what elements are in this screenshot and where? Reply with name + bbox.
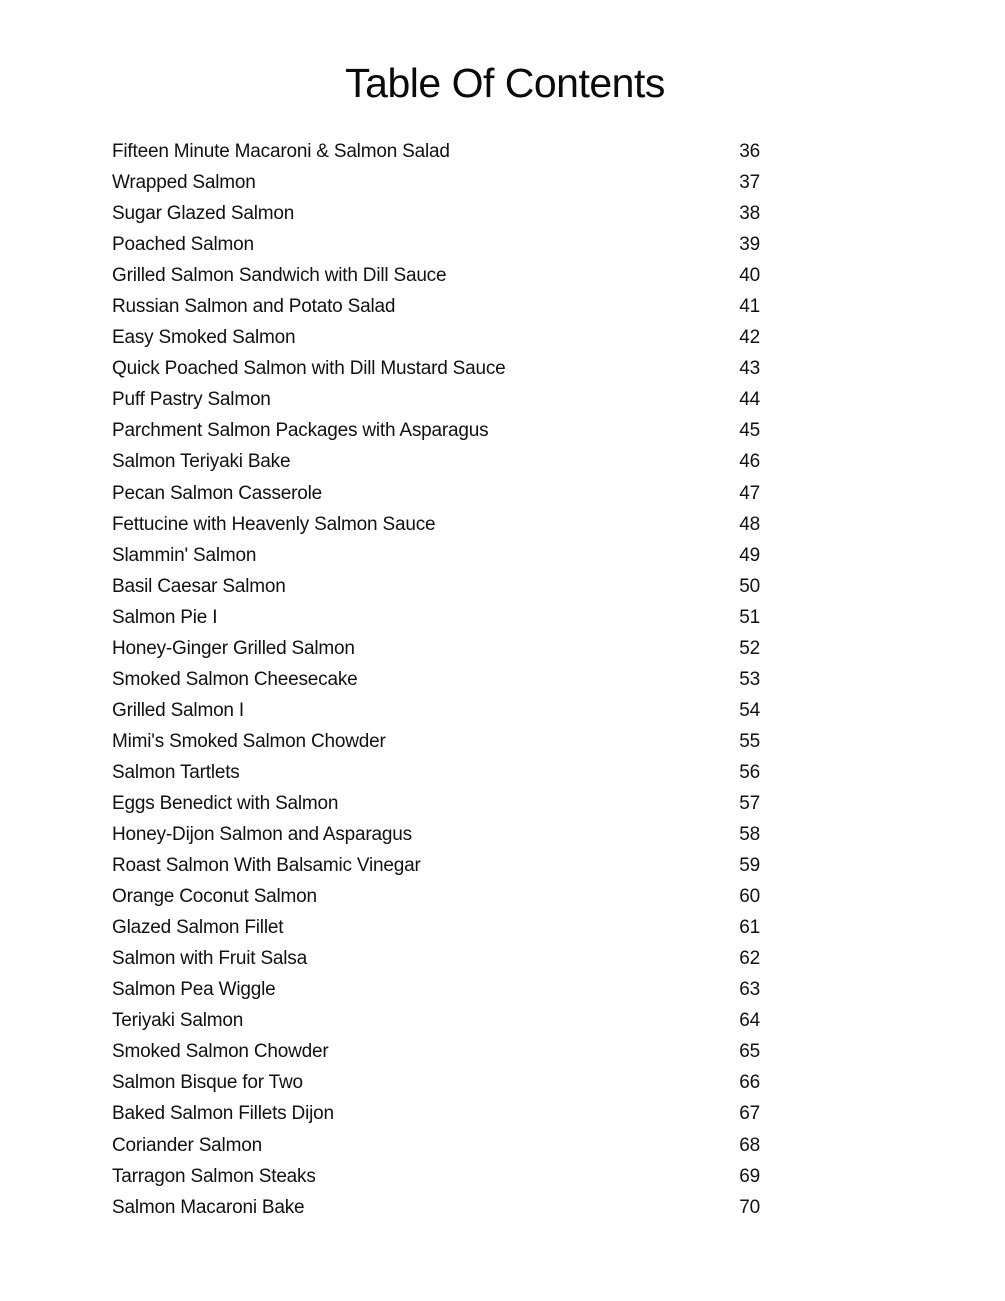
toc-entry-page: 55 bbox=[739, 730, 760, 752]
toc-entry-page: 50 bbox=[739, 575, 760, 597]
toc-entry-title: Eggs Benedict with Salmon bbox=[112, 793, 339, 814]
toc-entry[interactable] bbox=[112, 726, 760, 757]
toc-entry[interactable] bbox=[112, 1036, 760, 1067]
toc-entry-page: 67 bbox=[739, 1103, 760, 1125]
toc-entry-page: 37 bbox=[739, 172, 760, 194]
toc-entry-page: 47 bbox=[739, 482, 760, 504]
toc-entry[interactable] bbox=[112, 198, 760, 229]
toc-entry-page: 38 bbox=[739, 203, 760, 225]
toc-entry[interactable] bbox=[112, 446, 760, 477]
toc-entry-page: 39 bbox=[739, 234, 760, 256]
toc-entry-title: Easy Smoked Salmon bbox=[112, 327, 296, 349]
toc-entry-page: 64 bbox=[739, 1010, 760, 1032]
toc-entry-page: 43 bbox=[739, 358, 760, 380]
toc-entry[interactable] bbox=[112, 1130, 760, 1161]
toc-entry-title: Teriyaki Salmon bbox=[112, 1010, 244, 1032]
toc-entry[interactable] bbox=[112, 571, 760, 602]
toc-entry[interactable] bbox=[112, 633, 760, 664]
toc-entry-title: Orange Coconut Salmon bbox=[112, 886, 317, 908]
toc-entry-title: Salmon Pea Wiggle bbox=[112, 979, 276, 1001]
toc-entry-title: Fettucine with Heavenly Salmon Sauce bbox=[112, 513, 436, 535]
toc-entry-title: Coriander Salmon bbox=[112, 1134, 262, 1156]
toc-entry-title: Tarragon Salmon Steaks bbox=[112, 1165, 316, 1187]
toc-entry[interactable] bbox=[112, 664, 760, 695]
toc-entry-title: Quick Poached Salmon with Dill Mustard Sauce bbox=[112, 358, 506, 380]
toc-entry-page: 58 bbox=[739, 824, 760, 846]
toc-entry-title: Basil Caesar Salmon bbox=[112, 575, 286, 597]
toc-entry-page: 51 bbox=[739, 606, 760, 628]
toc-entry[interactable] bbox=[112, 1005, 760, 1036]
toc-entry-page: 66 bbox=[739, 1072, 760, 1094]
toc-entry-page: 62 bbox=[739, 948, 760, 970]
toc-entry-title: Honey-Ginger Grilled Salmon bbox=[112, 637, 355, 659]
toc-entry[interactable] bbox=[112, 757, 760, 788]
toc-entry-page: 42 bbox=[739, 327, 760, 349]
toc-entry[interactable] bbox=[112, 788, 760, 819]
toc-entry[interactable] bbox=[112, 229, 760, 260]
toc-entry[interactable] bbox=[112, 509, 760, 540]
toc-entry-page: 46 bbox=[739, 451, 760, 473]
toc-entry-title: Roast Salmon With Balsamic Vinegar bbox=[112, 855, 421, 877]
toc-entry-title: Salmon with Fruit Salsa bbox=[112, 948, 307, 970]
toc-entry[interactable] bbox=[112, 943, 760, 974]
toc-entry[interactable] bbox=[112, 167, 760, 198]
toc-entry-title: Glazed Salmon Fillet bbox=[112, 917, 284, 939]
toc-entry[interactable] bbox=[112, 1098, 760, 1129]
toc-entry-title: Salmon Macaroni Bake bbox=[112, 1196, 305, 1218]
toc-entry-page: 70 bbox=[739, 1196, 760, 1218]
toc-entry[interactable] bbox=[112, 384, 760, 415]
toc-entry-title: Salmon Tartlets bbox=[112, 761, 240, 783]
toc-entry-page: 56 bbox=[739, 761, 760, 783]
toc-entry[interactable] bbox=[112, 136, 760, 167]
toc-entry[interactable] bbox=[112, 415, 760, 446]
toc-entry-title: Puff Pastry Salmon bbox=[112, 389, 271, 411]
toc-entry-title: Mimi's Smoked Salmon Chowder bbox=[112, 730, 386, 752]
toc-entry-page: 44 bbox=[739, 389, 760, 411]
toc-entry-page: 54 bbox=[739, 699, 760, 721]
page-title: Table Of Contents bbox=[345, 60, 665, 106]
toc-entry-page: 45 bbox=[739, 420, 760, 442]
toc-entry[interactable] bbox=[112, 540, 760, 571]
toc-entry-page: 57 bbox=[739, 793, 760, 814]
toc-entry[interactable] bbox=[112, 850, 760, 881]
toc-entry-page: 61 bbox=[739, 917, 760, 939]
toc-entry-page: 48 bbox=[739, 513, 760, 535]
toc-entry-page: 41 bbox=[739, 296, 760, 318]
toc-entry[interactable] bbox=[112, 819, 760, 850]
toc-entry-title: Parchment Salmon Packages with Asparagus bbox=[112, 420, 489, 442]
toc-entry-page: 49 bbox=[739, 544, 760, 566]
toc-entry[interactable] bbox=[112, 478, 760, 509]
toc-entry-page: 69 bbox=[739, 1165, 760, 1187]
toc-entry-title: Honey-Dijon Salmon and Asparagus bbox=[112, 824, 412, 846]
toc-entry-page: 60 bbox=[739, 886, 760, 908]
toc-entry-title: Sugar Glazed Salmon bbox=[112, 203, 295, 225]
toc-entry[interactable] bbox=[112, 291, 760, 322]
toc-entry-title: Smoked Salmon Chowder bbox=[112, 1041, 329, 1063]
toc-entry-title: Pecan Salmon Casserole bbox=[112, 482, 322, 504]
toc-entry-page: 68 bbox=[739, 1134, 760, 1156]
toc-entry-title: Salmon Teriyaki Bake bbox=[112, 451, 291, 473]
toc-entry[interactable] bbox=[112, 1067, 760, 1098]
toc-entry[interactable] bbox=[112, 912, 760, 943]
toc-entry-page: 53 bbox=[739, 668, 760, 690]
toc-entry-page: 65 bbox=[739, 1041, 760, 1063]
toc-entry[interactable] bbox=[112, 1192, 760, 1223]
toc-entry-title: Salmon Bisque for Two bbox=[112, 1072, 303, 1094]
toc-entry-title: Baked Salmon Fillets Dijon bbox=[112, 1103, 334, 1125]
toc-entry-title: Smoked Salmon Cheesecake bbox=[112, 668, 358, 690]
toc-entry-title: Grilled Salmon I bbox=[112, 699, 244, 721]
toc-entry-title: Poached Salmon bbox=[112, 234, 254, 256]
toc-entry[interactable] bbox=[112, 1161, 760, 1192]
toc-entry[interactable] bbox=[112, 322, 760, 353]
toc-entry-title: Slammin' Salmon bbox=[112, 544, 257, 566]
toc-entry-title: Salmon Pie I bbox=[112, 606, 218, 628]
toc-entry-title: Wrapped Salmon bbox=[112, 172, 256, 194]
toc-entry-title: Fifteen Minute Macaroni & Salmon Salad bbox=[112, 141, 450, 163]
toc-entry-page: 59 bbox=[739, 855, 760, 877]
toc-entry-page: 36 bbox=[739, 141, 760, 163]
toc-entry[interactable] bbox=[112, 260, 760, 291]
toc-entry[interactable] bbox=[112, 602, 760, 633]
toc-entry-title: Russian Salmon and Potato Salad bbox=[112, 296, 396, 318]
toc-entry[interactable] bbox=[112, 695, 760, 726]
toc-list bbox=[112, 136, 760, 1223]
toc-entry[interactable] bbox=[112, 881, 760, 912]
toc-entry-page: 40 bbox=[739, 265, 760, 287]
toc-entry-page: 63 bbox=[739, 979, 760, 1001]
toc-entry-title: Grilled Salmon Sandwich with Dill Sauce bbox=[112, 265, 447, 287]
toc-entry[interactable] bbox=[112, 353, 760, 384]
toc-entry-page: 52 bbox=[739, 637, 760, 659]
toc-entry[interactable] bbox=[112, 974, 760, 1005]
